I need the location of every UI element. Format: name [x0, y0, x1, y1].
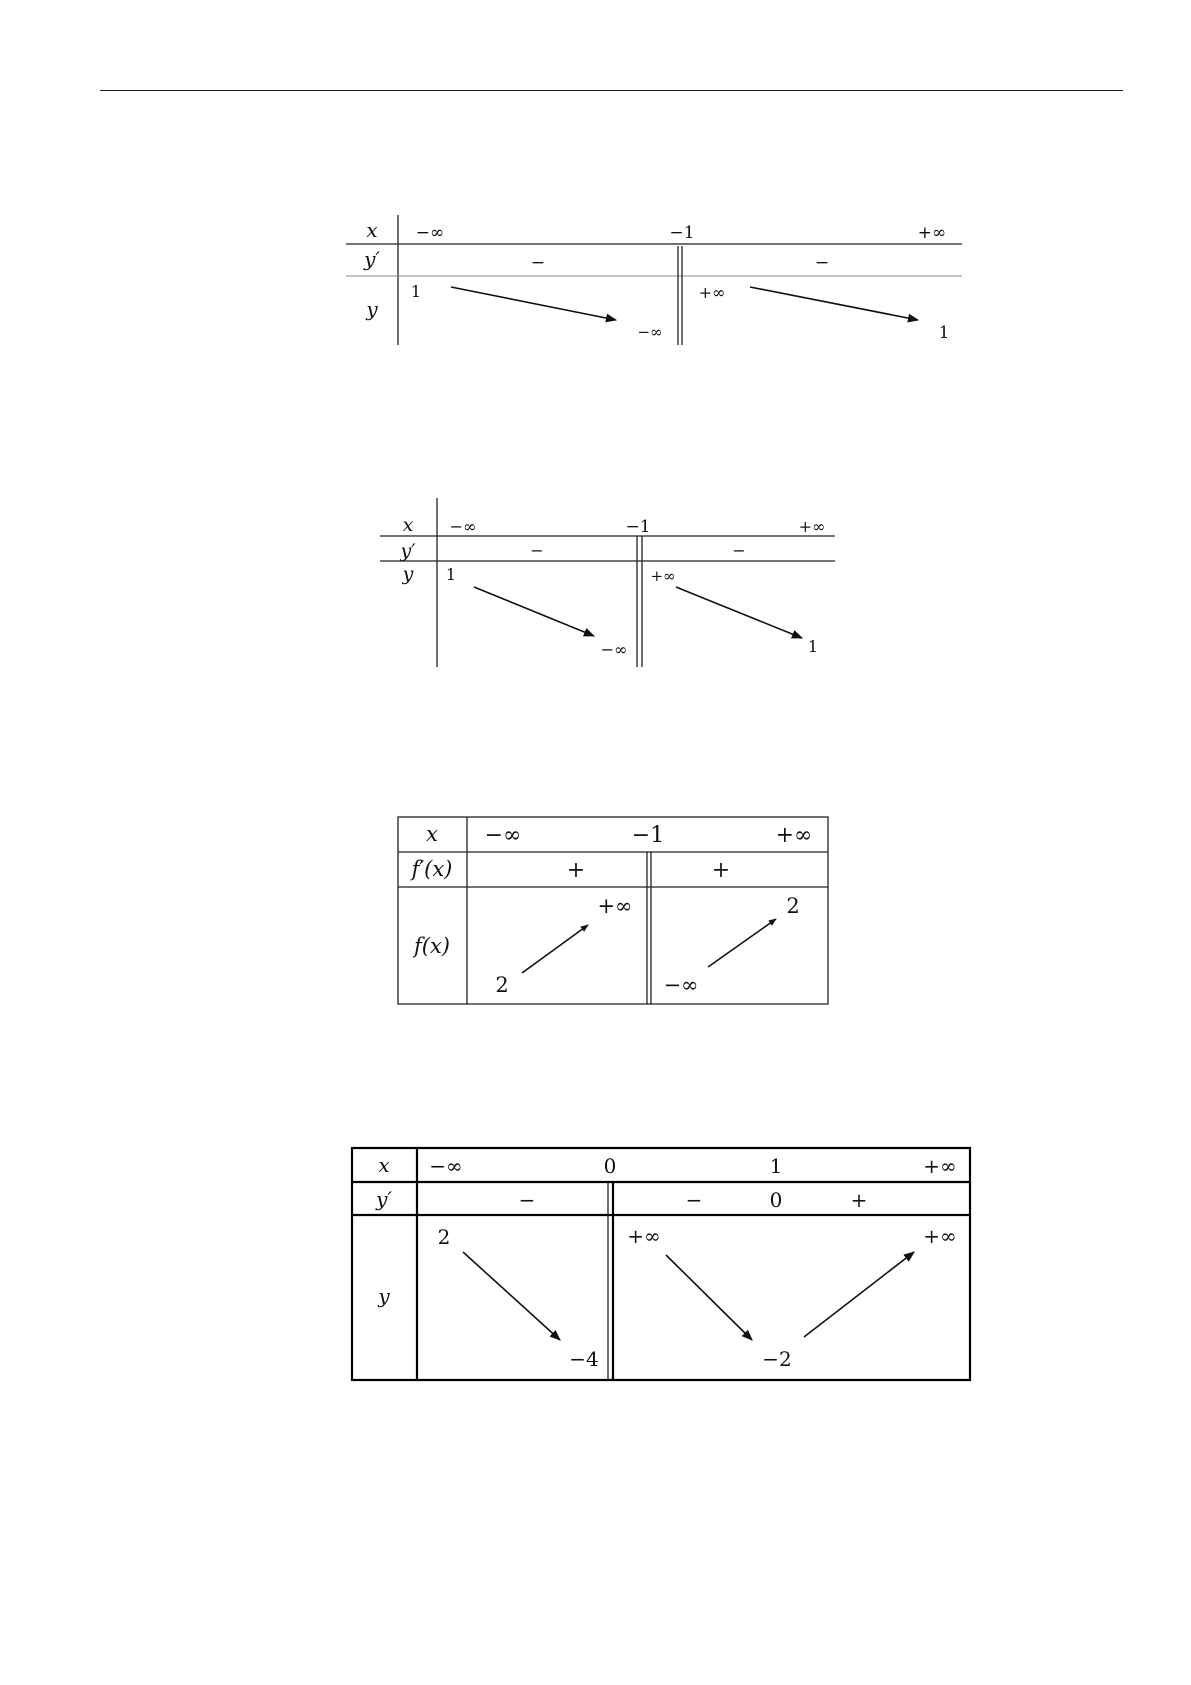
table4-x-value: 0: [603, 1154, 617, 1178]
table3-x-value: −1: [631, 823, 665, 848]
table1-y-value: 1: [938, 323, 950, 343]
table4-y-value: −2: [762, 1347, 792, 1371]
table2-y-label: y: [402, 563, 414, 585]
table1-x-value: −1: [669, 223, 695, 243]
table4-sign: 0: [769, 1188, 783, 1212]
table3-y-value: 2: [495, 973, 509, 997]
table1-y-value: −∞: [637, 323, 663, 341]
table3-y-value: 2: [786, 894, 800, 918]
variation-table-3: [398, 817, 828, 1004]
table1-y-label: y: [366, 297, 378, 321]
table1-decreasing-arrow: [451, 287, 616, 320]
variation-table-1: [346, 215, 962, 345]
table3-y-value: −∞: [663, 973, 699, 997]
table3-fp-label: f′(x): [411, 857, 453, 881]
table1-y-value: +∞: [698, 283, 726, 302]
table2-y-value: −∞: [600, 640, 628, 659]
table4-y-value: −4: [569, 1347, 599, 1371]
table1-x-value: +∞: [917, 223, 947, 243]
table1-sign: −: [530, 253, 546, 273]
table2-x-value: +∞: [798, 517, 826, 536]
table4-increasing-arrow: [804, 1252, 914, 1337]
table1-x-label: x: [366, 218, 378, 242]
table1-sign: −: [814, 253, 830, 273]
table3-sign: +: [566, 858, 586, 883]
table2-sign: −: [530, 541, 544, 560]
table3-sign: +: [711, 858, 731, 883]
table2-y-value: +∞: [650, 567, 676, 585]
table2-x-label: x: [402, 514, 414, 536]
table4-sign: +: [850, 1188, 868, 1212]
table1-decreasing-arrow: [750, 287, 918, 320]
table4-x-value: −∞: [429, 1154, 463, 1178]
table3-x-label: x: [426, 822, 438, 846]
table3-y-value: +∞: [597, 894, 633, 918]
table2-sign: −: [732, 541, 746, 560]
table2-decreasing-arrow: [474, 587, 594, 636]
table4-x-value: 1: [769, 1154, 783, 1178]
table4-decreasing-arrow: [463, 1252, 560, 1340]
variation-table-2: [380, 498, 835, 667]
table3-x-value: −∞: [484, 823, 522, 848]
table4-y-value: +∞: [627, 1224, 661, 1248]
table4-sign: −: [518, 1188, 536, 1212]
table2-yp-label: y′: [400, 540, 416, 562]
table4-y-label: y: [378, 1284, 390, 1308]
table4-sign: −: [685, 1188, 703, 1212]
table3-f-label: f(x): [413, 934, 451, 958]
table1-yp-label: y′: [364, 247, 380, 271]
table4-yp-label: y′: [376, 1187, 392, 1211]
table3-increasing-arrow: [708, 919, 776, 967]
table2-x-value: −1: [625, 517, 651, 537]
table1-y-value: 1: [410, 282, 422, 301]
table3-increasing-arrow: [522, 925, 588, 973]
variation-table-4: [352, 1148, 970, 1380]
table2-y-value: 1: [445, 565, 457, 584]
table3-x-value: +∞: [775, 823, 813, 848]
table2-y-value: 1: [807, 637, 819, 656]
table4-x-label: x: [378, 1153, 390, 1177]
table2-decreasing-arrow: [676, 587, 802, 638]
table1-x-value: −∞: [415, 223, 445, 243]
table4-decreasing-arrow: [666, 1255, 752, 1340]
table4-y-value: +∞: [923, 1224, 957, 1248]
table4-y-value: 2: [437, 1225, 451, 1249]
table4-x-value: +∞: [923, 1154, 957, 1178]
table2-x-value: −∞: [449, 517, 477, 536]
